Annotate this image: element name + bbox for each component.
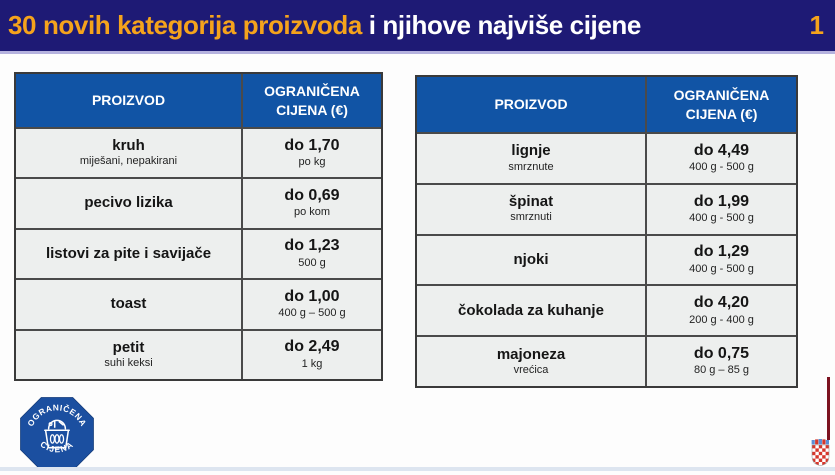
price-unit: po kom	[293, 206, 331, 219]
product-note: vrećica	[513, 363, 549, 376]
table-row	[417, 335, 796, 386]
product-name: majoneza	[496, 345, 566, 363]
table-row	[16, 228, 381, 278]
accent-line	[827, 377, 830, 440]
price-value: do 1,23	[284, 237, 340, 255]
product-note: smrznuti	[510, 211, 552, 224]
bottom-edge-strip	[0, 467, 835, 471]
price-unit: 400 g – 500 g	[278, 307, 346, 320]
price-unit: po kg	[298, 156, 326, 169]
price-value: do 4,20	[693, 294, 750, 312]
price-value: do 2,49	[284, 338, 340, 356]
product-name: čokolada za kuhanje	[458, 301, 604, 319]
product-name: petit	[112, 338, 145, 356]
title-bar	[0, 0, 835, 54]
product-name: lignje	[511, 142, 551, 160]
badge-octagon	[18, 396, 96, 472]
price-value: do 1,99	[693, 192, 750, 210]
price-unit: 400 g - 500 g	[689, 212, 754, 225]
badge-text-bottom: CIJENA	[38, 438, 76, 455]
table-header-product: PROIZVOD	[91, 92, 166, 109]
table-row	[417, 284, 796, 335]
croatia-coat-of-arms-icon	[811, 439, 830, 466]
product-name: špinat	[508, 193, 554, 211]
table-header-row	[16, 74, 381, 127]
price-value: do 1,29	[693, 243, 750, 261]
product-name: toast	[110, 295, 147, 313]
badge-text-top: OGRANIČENA	[25, 402, 89, 429]
ogranicena-cijena-badge	[18, 396, 96, 472]
price-table-left	[14, 72, 383, 381]
product-name: kruh	[112, 137, 145, 155]
price-unit: 1 kg	[301, 357, 323, 370]
page-number: 1	[809, 10, 824, 40]
price-value: do 1,00	[284, 287, 340, 305]
price-table-right	[415, 75, 798, 388]
product-name: njoki	[513, 250, 549, 268]
product-name: listovi za pite i savijače	[45, 244, 212, 262]
price-value: do 0,75	[693, 345, 750, 363]
table-header-row	[417, 77, 796, 132]
price-unit: 200 g - 400 g	[689, 313, 754, 326]
product-note: miješani, nepakirani	[79, 155, 178, 168]
price-unit: 400 g - 500 g	[689, 262, 754, 275]
price-value: do 0,69	[284, 187, 340, 205]
price-value: do 4,49	[693, 141, 750, 159]
table-header-price: OGRANIČENA CIJENA (€)	[241, 74, 381, 127]
table-row	[16, 177, 381, 227]
price-unit: 400 g - 500 g	[689, 161, 754, 174]
table-row	[417, 234, 796, 285]
title-highlight: 30 novih kategorija proizvoda	[8, 10, 362, 40]
product-name: pecivo lizika	[84, 194, 173, 212]
price-unit: 80 g – 85 g	[693, 364, 750, 377]
table-header-price: OGRANIČENA CIJENA (€)	[645, 77, 796, 132]
table-row	[16, 278, 381, 328]
table-row	[417, 183, 796, 234]
product-note: suhi keksi	[104, 357, 153, 370]
title-rest: i njihove najviše cijene	[361, 10, 641, 40]
price-unit: 500 g	[298, 256, 326, 269]
table-row	[417, 132, 796, 183]
table-row	[16, 127, 381, 177]
table-row	[16, 329, 381, 379]
product-note: smrznute	[508, 160, 554, 173]
table-header-product: PROIZVOD	[494, 96, 568, 113]
price-value: do 1,70	[284, 136, 340, 154]
slide-title	[8, 0, 641, 51]
